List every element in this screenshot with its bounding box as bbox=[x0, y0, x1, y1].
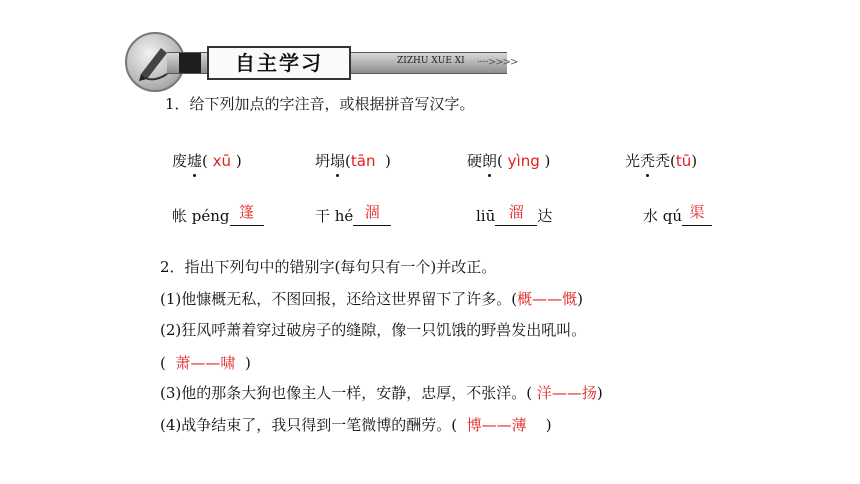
q1-item-6: 干 hé 涸 bbox=[315, 205, 391, 226]
q1-item-3: 硬朗( yìng ) bbox=[467, 152, 551, 170]
answer-pinyin: yìng bbox=[507, 152, 540, 170]
q1-item-7: liū 溜 达 bbox=[476, 203, 553, 225]
q1-item-8: 水 qú 渠 bbox=[643, 205, 712, 226]
q2-answer-1: 概——慨 bbox=[517, 290, 578, 308]
arrow-decoration: ·····>>>> bbox=[477, 57, 518, 68]
q2-prompt: 2．指出下列句中的错别字(每句只有一个)并改正。 bbox=[160, 258, 497, 276]
q2-answer-3: 洋——扬 bbox=[536, 384, 597, 402]
answer-pinyin: tū bbox=[675, 152, 692, 170]
q1-item-4: 光秃秃(tū) bbox=[625, 152, 698, 170]
answer-pinyin: xū bbox=[212, 152, 232, 170]
q2-sentence-4: (4)战争结束了，我只得到一笔微博的酬劳。( 博——薄 ) bbox=[160, 416, 552, 434]
answer-char: 渠 bbox=[689, 203, 705, 221]
section-banner bbox=[125, 30, 540, 90]
q2-answer-4: 博——薄 bbox=[466, 416, 527, 434]
q1-item-2: 坍塌(tān ) bbox=[315, 152, 391, 170]
section-subtitle: ZIZHU XUE XI bbox=[397, 56, 465, 66]
q2-sentence-1: (1)他慷概无私，不图回报，还给这世界留下了许多。(概——慨) bbox=[160, 290, 583, 308]
section-title: 自主学习 bbox=[207, 46, 351, 80]
q2-answer-2: 萧——啸 bbox=[175, 354, 236, 372]
q1-prompt: 1．给下列加点的字注音，或根据拼音写汉字。 bbox=[165, 95, 475, 113]
q2-sentence-2: (2)狂风呼萧着穿过破房子的缝隙，像一只饥饿的野兽发出吼叫。 bbox=[160, 321, 587, 339]
q1-item-5: 帐 péng 篷 bbox=[172, 205, 264, 226]
answer-char: 篷 bbox=[239, 203, 255, 221]
q1-item-1: 废墟( xū ) bbox=[172, 152, 242, 170]
answer-char: 溜 bbox=[508, 203, 524, 221]
answer-pinyin: tān bbox=[350, 152, 376, 170]
q2-sentence-3: (3)他的那条大狗也像主人一样，安静，忠厚，不张洋。( 洋——扬) bbox=[160, 384, 603, 402]
answer-char: 涸 bbox=[364, 203, 380, 221]
q2-sentence-2-answer: ( 萧——啸 ) bbox=[160, 354, 251, 372]
